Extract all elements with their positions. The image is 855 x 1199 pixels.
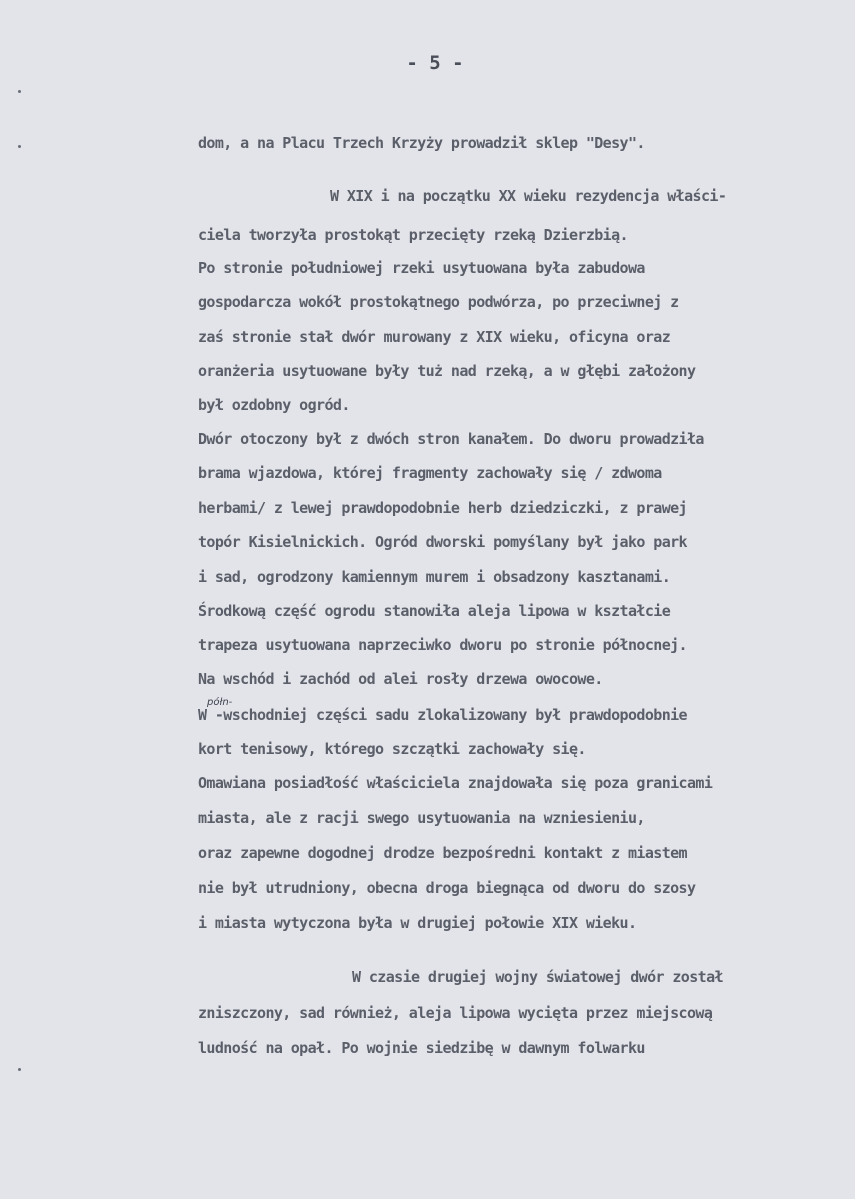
text-line: ludność na opał. Po wojnie siedzibę w dawnym folwarku: [198, 1039, 645, 1057]
text-line: zaś stronie stał dwór murowany z XIX wieku, oficyna oraz: [198, 328, 671, 346]
margin-mark: [18, 1068, 21, 1071]
text-line: topór Kisielnickich. Ogród dworski pomyślany był jako park: [198, 533, 687, 551]
text-line: i miasta wytyczona była w drugiej połowie XIX wieku.: [198, 914, 637, 932]
text-line: Na wschód i zachód od alei rosły drzewa owocowe.: [198, 670, 603, 688]
text-line: Po stronie południowej rzeki usytuowana była zabudowa: [198, 259, 645, 277]
text-line: zniszczony, sad również, aleja lipowa wycięta przez miejscową: [198, 1004, 713, 1022]
text-line: oraz zapewne dogodnej drodze bezpośredni kontakt z miastem: [198, 844, 687, 862]
margin-mark: [18, 145, 21, 148]
text-line: gospodarcza wokół prostokątnego podwórza, po przeciwnej z: [198, 293, 679, 311]
text-line: Środkową część ogrodu stanowiła aleja lipowa w kształcie: [198, 602, 671, 620]
text-line: trapeza usytuowana naprzeciwko dworu po stronie północnej.: [198, 636, 687, 654]
text-line: brama wjazdowa, której fragmenty zachowały się / zdwoma: [198, 464, 662, 482]
handwritten-note: półn-: [207, 697, 233, 708]
text-line: W XIX i na początku XX wieku rezydencja właści-: [330, 187, 727, 205]
page-number: - 5 -: [406, 52, 464, 74]
text-line: nie był utrudniony, obecna droga biegnąca od dworu do szosy: [198, 879, 696, 897]
text-line: był ozdobny ogród.: [198, 396, 350, 414]
text-line: W czasie drugiej wojny światowej dwór został: [352, 968, 723, 986]
text-line: oranżeria usytuowane były tuż nad rzeką, a w głębi założony: [198, 362, 696, 380]
text-line: Dwór otoczony był z dwóch stron kanałem. Do dworu prowadziła: [198, 430, 704, 448]
text-line: dom, a na Placu Trzech Krzyży prowadził sklep "Desy".: [198, 134, 645, 152]
text-line: W -wschodniej części sadu zlokalizowany był prawdopodobnie: [198, 706, 687, 724]
text-line: Omawiana posiadłość właściciela znajdowała się poza granicami: [198, 774, 713, 792]
margin-mark: [18, 90, 21, 93]
text-line: herbami/ z lewej prawdopodobnie herb dziedziczki, z prawej: [198, 499, 687, 517]
text-line: miasta, ale z racji swego usytuowania na wzniesieniu,: [198, 809, 645, 827]
text-line: ciela tworzyła prostokąt przecięty rzeką Dzierzbią.: [198, 226, 628, 244]
text-line: kort tenisowy, którego szczątki zachowały się.: [198, 740, 586, 758]
text-line: i sad, ogrodzony kamiennym murem i obsadzony kasztanami.: [198, 568, 671, 586]
